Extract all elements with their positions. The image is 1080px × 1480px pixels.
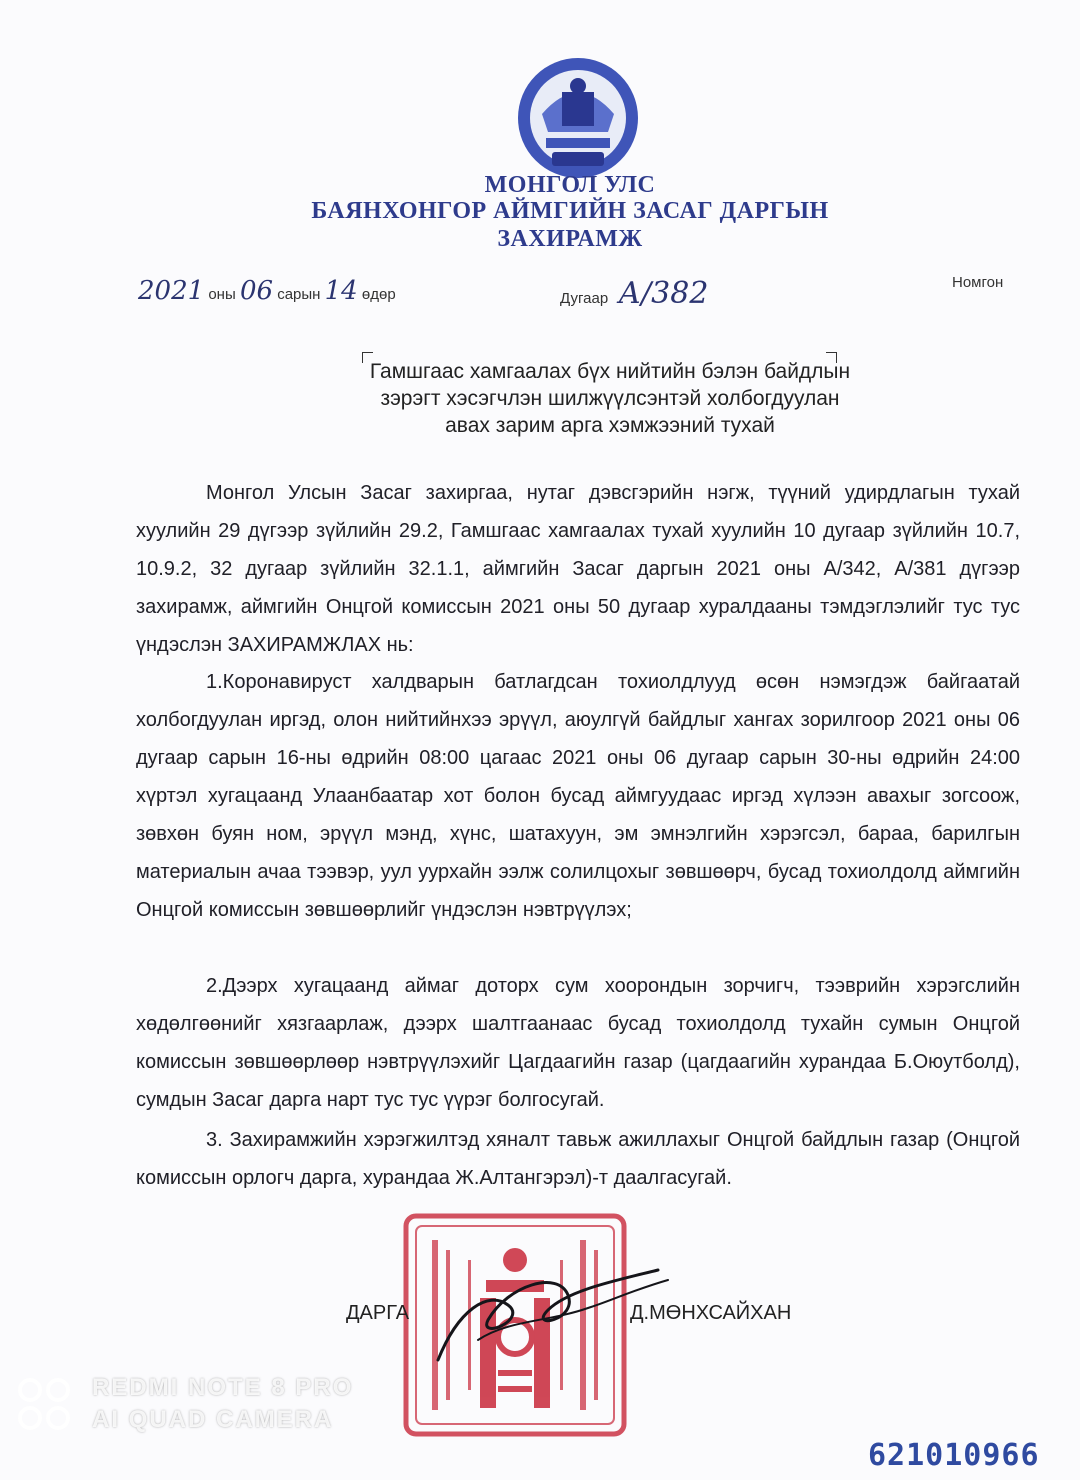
document-number: А/382 [618, 276, 709, 311]
camera-watermark-line-2: AI QUAD CAMERA [92, 1406, 334, 1433]
date-line [138, 276, 396, 306]
date-month: 06 [239, 276, 274, 306]
state-emblem-icon [512, 52, 644, 184]
number-label: Дугаар [560, 290, 609, 307]
serial-number: 621010966 [868, 1438, 1040, 1473]
issuer-name: БАЯНХОНГОР АЙМГИЙН ЗАСАГ ДАРГЫН [311, 198, 829, 224]
date-year-suffix: оны [208, 286, 236, 303]
document-type: ЗАХИРАМЖ [497, 226, 643, 252]
document-subject [330, 358, 890, 439]
country-name: МОНГОЛ УЛС [484, 172, 656, 198]
place-name: Номгон [952, 274, 1004, 291]
subject-line-2: зэрэгт хэсэгчлэн шилжүүлсэнтэй холбогдуулан [380, 387, 840, 410]
date-year: 2021 [138, 276, 205, 306]
subject-line-1: Гамшгаас хамгаалах бүх нийтийн бэлэн байдлын [369, 360, 851, 383]
intro-paragraph: Монгол Улсын Засаг захиргаа, нутаг дэвсгэрийн нэгж, түүний удирдлагын тухай хуулийн 29 дүгээр зүйлийн 29.2, Гамшгаас хамгаалах тухай хуулийн 10 дугаар зүйлийн 10.7, 10.9.2, 32 дугаар зүйлийн 32.1.1, аймгийн Засаг даргын 2021 оны А/342, А/381 дүгээр захирамж, аймгийн Онцгой комиссын 2021 оны 50 дугаар хуралдааны тэмдэглэлийг тус тус үндэслэн ЗАХИРАМЖЛАХ нь: [136, 482, 1020, 656]
subject-line-3: авах зарим арга хэмжээний тухай [445, 414, 775, 437]
camera-watermark-line-1: REDMI NOTE 8 PRO [92, 1374, 354, 1401]
signatory-title: ДАРГА [346, 1302, 410, 1324]
order-item-2: 2.Дээрх хугацаанд аймаг доторх сум хоорондын зорчигч, тээврийн хэрэгслийн хөдөлгөөнийг хязгаарлаж, дээрх шалтгаанаас бусад тохиолдолд тухайн сумын Онцгой комиссын зөвшөөрлөөр нэвтрүүлэхийг Цагдаагийн газар (цагдаагийн хурандаа Б.Оюутболд), сумдын Засаг дарга нарт тус тус үүрэг болгосугай. [136, 975, 1020, 1111]
date-month-suffix: сарын [277, 286, 321, 303]
signatory-name: Д.МӨНХСАЙХАН [630, 1302, 792, 1324]
camera-watermark-icon [16, 1376, 72, 1432]
order-item-3: 3. Захирамжийн хэрэгжилтэд хяналт тавьж ажиллахыг Онцгой байдлын газар (Онцгой комиссын орлогч дарга, хурандаа Ж.Алтангэрэл)-т даалгасугай. [136, 1129, 1020, 1189]
handwritten-signature [418, 1250, 678, 1380]
order-item-1: 1.Коронавируст халдварын батлагдсан тохиолдлууд өсөн нэмэгдэж байгаатай холбогдуулан иргэд, олон нийтийнхээ эрүүл, аюулгүй байдлыг хангах зорилгоор 2021 оны 06 дугаар сарын 16-ны өдрийн 08:00 цагаас 2021 оны 06 дугаар сарын 30-ны өдрийн 24:00 хүртэл хугацаанд Улаанбаатар хот болон бусад аймгуудаас иргэд хүлээн авахыг зогсоож, зөвхөн буян ном, эрүүл мэнд, хүнс, шатахуун, эм эмнэлгийн хэрэгсэл, бараа, барилгын материалын ачаа тээвэр, уул уурхайн ээлж солилцохыг зөвшөөрч, бусад тохиолдолд аймгийн Онцгой комиссын зөвшөөрлийг үндэслэн нэвтрүүлэх; [136, 671, 1020, 921]
document-number-line [560, 276, 708, 311]
date-day: 14 [324, 276, 358, 306]
date-day-suffix: өдөр [361, 286, 396, 303]
